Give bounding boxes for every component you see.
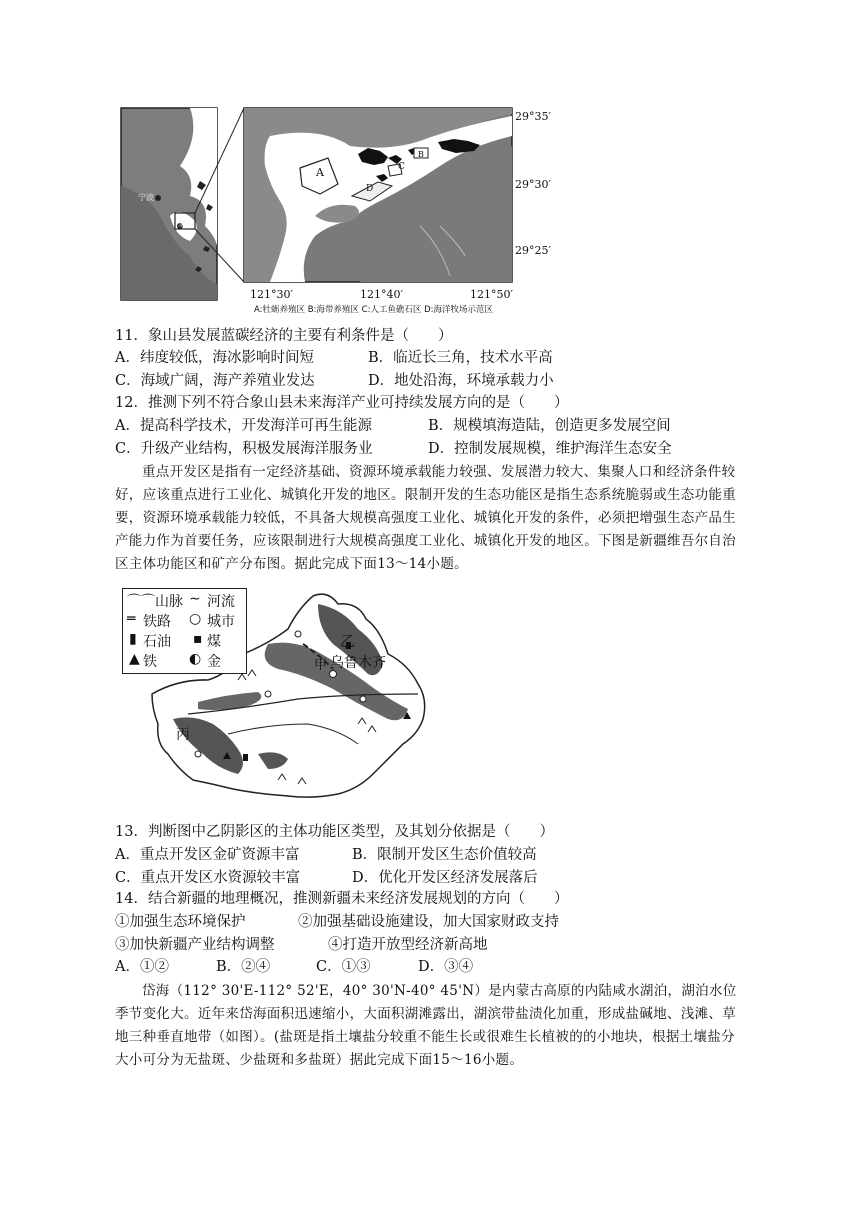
lat-label-1: 29°35′ xyxy=(515,110,551,123)
legend-city: 城市 xyxy=(207,614,235,630)
q12-stem: 12．推测下列不符合象山县未来海洋产业可持续发展方向的是（ ） xyxy=(115,395,569,411)
legend-iron: 铁 xyxy=(143,654,157,670)
passage-daihai-lake: 岱海（112° 30'E-112° 52'E，40° 30'N-40° 45'N）是内蒙古高原的内陆咸水湖泊，湖泊水位季节变化大。近年来岱海面积迅速缩小，大面积湖滩露出，湖滨带盐渍化加重，形成盐碱地、浅滩、草地三种垂直地带（如图）。(盐斑是指土壤盐分较重不能生长或很难生长植被的的小地块，根据土壤盐分大小可分为无盐斑、少盐斑和多盐斑）据此完成下面15～16小题。 xyxy=(115,983,737,1068)
q14-statement-3: ③加快新疆产业结构调整 xyxy=(115,937,275,953)
q14-option-b: B．②④ xyxy=(216,959,271,975)
q12-option-c: C．升级产业结构，积极发展海洋服务业 xyxy=(115,441,373,457)
iron-icon: ▲ xyxy=(129,651,140,667)
place-label-ningbo: 宁波 xyxy=(138,193,154,202)
q14-stem: 14．结合新疆的地理概况，推测新疆未来经济发展规划的方向（ ） xyxy=(115,891,569,907)
legend-mountain: 山脉 xyxy=(155,594,183,610)
q13-option-d: D．优化开发区经济发展落后 xyxy=(352,870,538,886)
legend-railway: 铁路 xyxy=(143,614,171,630)
xinjiang-map-legend xyxy=(122,588,247,674)
legend-coal: 煤 xyxy=(207,634,221,650)
q12-option-a: A．提高科学技术，开发海洋可再生能源 xyxy=(115,418,372,434)
q14-option-c: C．①③ xyxy=(316,959,371,975)
area-label-c: C xyxy=(398,162,405,172)
lat-label-3: 29°25′ xyxy=(515,244,551,257)
gold-icon: ◐ xyxy=(189,651,202,667)
q14-option-d: D．③④ xyxy=(418,959,474,975)
q14-statement-4: ④打造开放型经济新高地 xyxy=(328,937,488,953)
area-label-d: D xyxy=(366,184,374,194)
lon-label-3: 121°50′ xyxy=(470,288,513,301)
area-label-a: A xyxy=(316,166,324,179)
oil-icon: ▮ xyxy=(129,631,137,647)
q13-stem: 13．判断图中乙阴影区的主体功能区类型，及其划分依据是（ ） xyxy=(115,824,554,840)
lat-label-2: 29°30′ xyxy=(515,178,551,191)
city-icon: ○ xyxy=(189,611,202,627)
area-label-b: B xyxy=(418,150,424,159)
xiangshan-map xyxy=(120,106,536,306)
region-label-bing: 丙 xyxy=(176,727,190,743)
city-label-urumqi: 乌鲁木齐 xyxy=(330,655,386,671)
region-label-jia: 甲 xyxy=(314,658,328,673)
q14-statement-1: ①加强生态环境保护 xyxy=(115,914,246,930)
q11-option-b: B．临近长三角，技术水平高 xyxy=(368,350,553,366)
passage-main-function-zones: 重点开发区是指有一定经济基础、资源环境承载能力较强、发展潜力较大、集聚人口和经济条件较好，应该重点进行工业化、城镇化开发的地区。限制开发的生态功能区是指生态系统脆弱或生态功能重要，资源环境承载能力较低，不具备大规模高强度工业化、城镇化开发的条件，必须把增强生态产品生产能力作为首要任务，应该限制进行大规模高强度工业化、城镇化开发的地区。下图是新疆维吾尔自治区主体功能区和矿产分布图。据此完成下面13～14小题。 xyxy=(115,464,736,572)
q11-option-c: C．海域广阔，海产养殖业发达 xyxy=(115,373,315,389)
legend-oil: 石油 xyxy=(143,634,171,650)
place-label-xiangshan: 象山 xyxy=(178,219,194,228)
q11-option-d: D．地处沿海，环境承载力小 xyxy=(368,373,554,389)
legend-gold: 金 xyxy=(207,654,221,670)
q11-stem: 11．象山县发展蓝碳经济的主要有利条件是（ ） xyxy=(115,328,453,344)
railway-icon: ═ xyxy=(127,611,136,627)
map1-legend: A:牡蛎养殖区 B:海带养殖区 C:人工鱼礁石区 D:海洋牧场示范区 xyxy=(254,305,494,315)
river-icon: ∼ xyxy=(189,591,201,607)
q13-option-a: A．重点开发区金矿资源丰富 xyxy=(115,847,300,863)
lon-label-1: 121°30′ xyxy=(250,288,293,301)
legend-river: 河流 xyxy=(207,594,235,610)
q13-option-c: C．重点开发区水资源较丰富 xyxy=(115,870,301,886)
q14-option-a: A．①② xyxy=(115,959,169,975)
region-label-yi: 乙 xyxy=(340,632,356,650)
q13-option-b: B．限制开发区生态价值较高 xyxy=(352,847,537,863)
q12-option-d: D．控制发展规模，维护海洋生态安全 xyxy=(428,441,672,457)
q12-option-b: B．规模填海造陆，创造更多发展空间 xyxy=(428,418,671,434)
mountain-icon: ⌒⌒ xyxy=(127,594,155,610)
q14-statement-2: ②加强基础设施建设，加大国家财政支持 xyxy=(298,914,559,930)
xiangshan-map-graphic xyxy=(120,106,536,306)
lon-label-2: 121°40′ xyxy=(360,288,403,301)
q11-option-a: A．纬度较低，海冰影响时间短 xyxy=(115,350,314,366)
coal-icon: ▪ xyxy=(193,631,203,647)
